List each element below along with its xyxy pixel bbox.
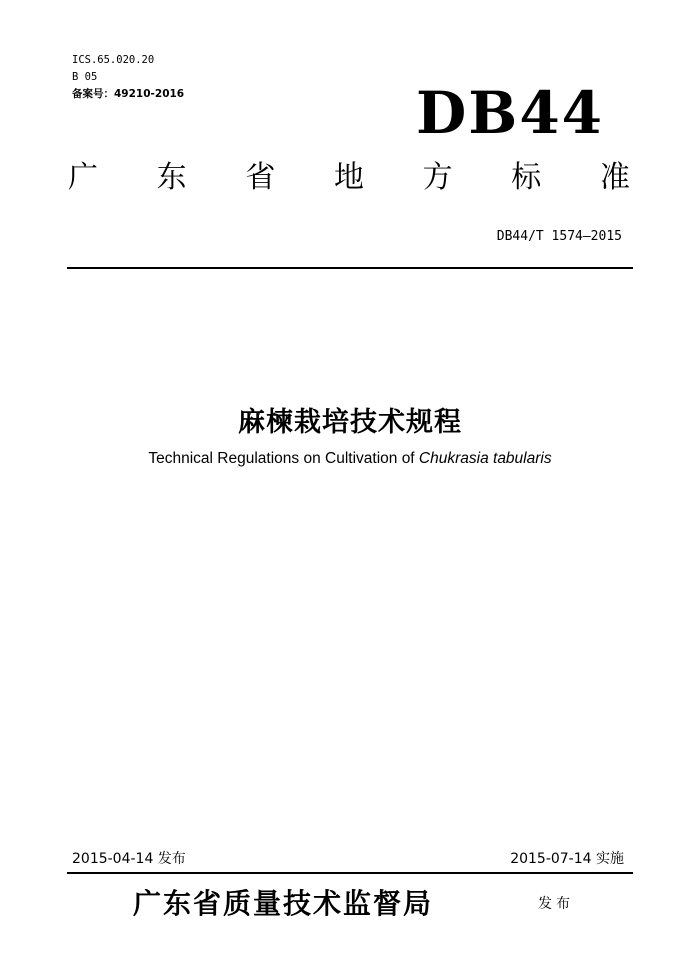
title-english — [0, 450, 700, 468]
standard-code-logo: DB44 — [416, 79, 605, 147]
implementation-date: 2015-07-14 实施 — [510, 851, 624, 867]
standard-type-char: 准 — [599, 160, 630, 195]
issuing-authority: 广东省质量技术监督局 — [133, 887, 434, 920]
standard-type-char: 标 — [511, 160, 542, 195]
title-english-main: Technical Regulations on Cultivation of — [148, 450, 419, 467]
standard-type-char: 东 — [156, 160, 187, 195]
title-english-species: Chukrasia tabularis — [418, 450, 552, 467]
standard-type-char: 省 — [245, 160, 276, 195]
title-chinese: 麻楝栽培技术规程 — [238, 407, 462, 438]
standard-type-char: 广 — [68, 160, 98, 195]
filing-number: 备案号：49210-2016 — [72, 88, 185, 100]
ics-code: ICS.65.020.20 — [72, 54, 155, 66]
issue-suffix: 发布 — [538, 896, 574, 912]
bottom-rule — [67, 872, 633, 874]
standard-number: DB44/T 1574—2015 — [496, 229, 622, 244]
standard-type-char: 方 — [422, 160, 453, 195]
standard-type-heading — [68, 158, 630, 198]
issue-date: 2015-04-14 发布 — [72, 851, 186, 867]
ccs-code: B 05 — [72, 71, 98, 83]
top-rule — [67, 267, 633, 269]
standard-type-char: 地 — [333, 160, 364, 195]
